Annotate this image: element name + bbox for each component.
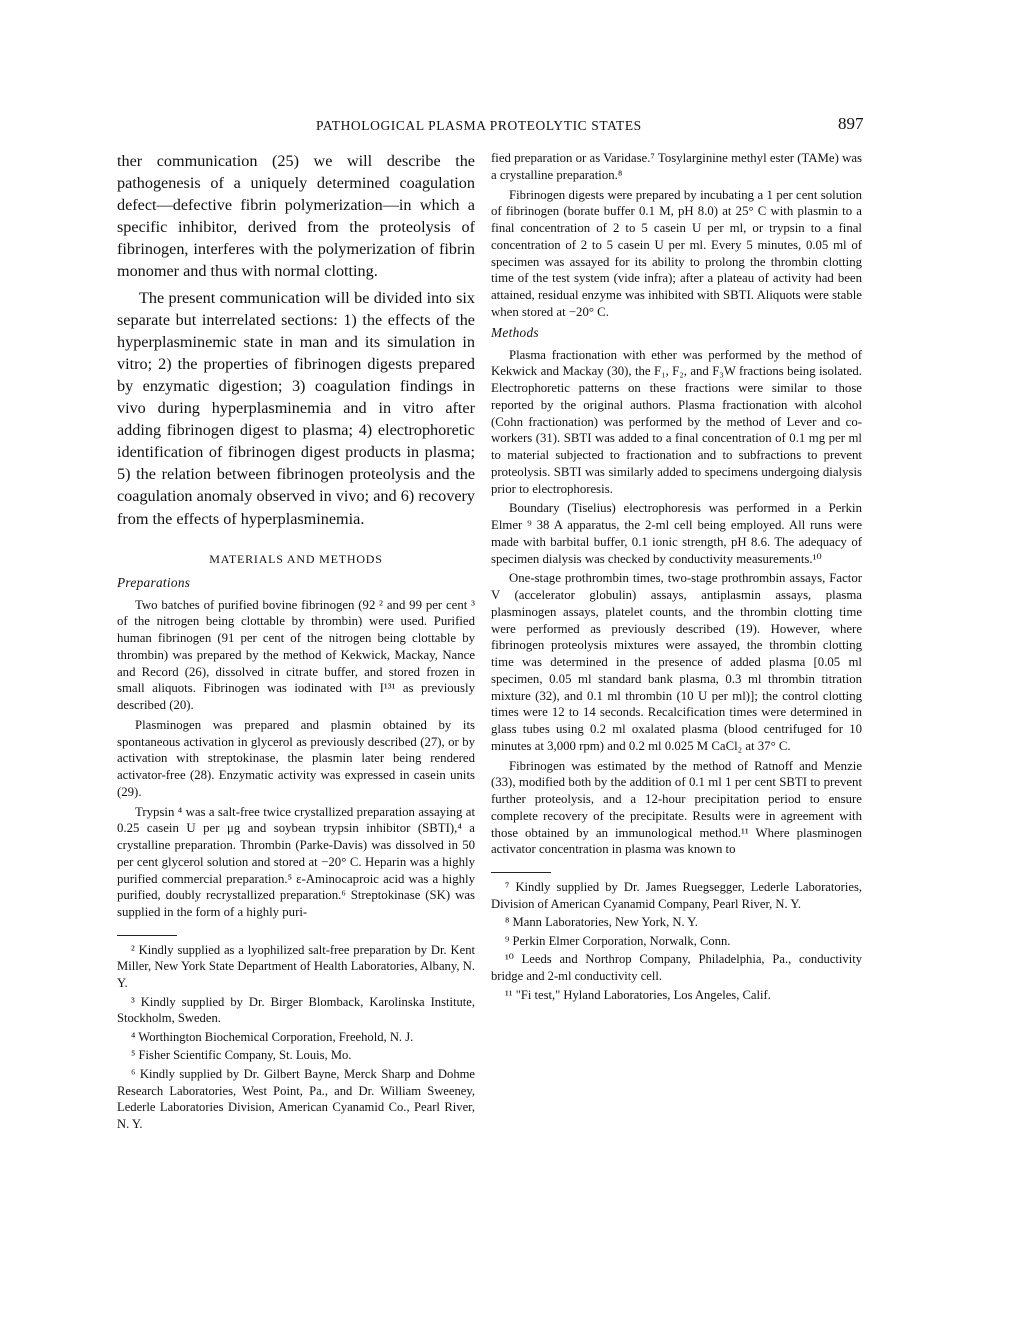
- footnote: ² Kindly supplied as a lyophilized salt-free preparation by Dr. Kent Miller, New York State Department of Health Laboratories, Albany, N. Y.: [117, 942, 475, 991]
- paragraph: Plasminogen was prepared and plasmin obtained by its spontaneous activation in glycerol as previously described (27), or by activation with streptokinase, the plasmin later being rendered activator-free (28). Enzymatic activity was expressed in casein units (29).: [117, 717, 475, 799]
- footnote-divider: [117, 935, 177, 936]
- subheading-preparations: Preparations: [117, 574, 191, 590]
- paragraph: Two batches of purified bovine fibrinogen (92 ² and 99 per cent ³ of the nitrogen being clottable by thrombin) were used. Purified human fibrinogen (91 per cent of the nitrogen being clottable by thrombin) was prepared by the method of Kekwick, Mackay, Nance and Record (26), dissolved in citrate buffer, and stored frozen in small aliquots. Fibrinogen was iodinated with I¹³¹ as previously described (20).: [117, 597, 475, 713]
- footnote-divider: [491, 872, 551, 873]
- methods-text: [491, 347, 862, 859]
- footnote: ¹⁰ Leeds and Northrop Company, Philadelphia, Pa., conductivity bridge and 2-ml conductivity cell.: [491, 952, 862, 983]
- paragraph: Plasma fractionation with ether was performed by the method of Kekwick and Mackay (30), the F₁, F₂, and F₃W fractions being isolated. Electrophoretic patterns on these fractions were similar to those reported by the original authors. Plasma fractionation with alcohol (Cohn fractionation) was performed by the method of Lever and co-workers (31). SBTI was added to a final concentration of 0.1 mg per ml to material subjected to fractionation and to subfractions to prevent proteolysis. SBTI was similarly added to specimens undergoing dialysis prior to electrophoresis.: [491, 347, 862, 496]
- footnote: ³ Kindly supplied by Dr. Birger Blomback, Karolinska Institute, Stockholm, Sweden.: [117, 994, 475, 1026]
- footnote: ⁷ Kindly supplied by Dr. James Ruegsegger, Lederle Laboratories, Division of American Cyanamid Company, Pearl River, N. Y.: [491, 880, 862, 911]
- footnote: ⁴ Worthington Biochemical Corporation, Freehold, N. J.: [131, 1029, 414, 1044]
- paragraph: Fibrinogen was estimated by the method of Ratnoff and Menzie (33), modified both by the addition of 0.1 ml 1 per cent SBTI to prevent further proteolysis, and a 12-hour precipitation period to ensure complete recovery of the precipitate. Results were in agreement with those obtained by an immunological method.¹¹ Where plasminogen activator concentration in plasma was known to: [491, 758, 862, 857]
- section-heading: MATERIALS AND METHODS: [209, 551, 383, 566]
- paragraph: Trypsin ⁴ was a salt-free twice crystallized preparation assaying at 0.25 casein U per μg and soybean trypsin inhibitor (SBTI),⁴ a crystalline preparation. Thrombin (Parke-Davis) was dissolved in 50 per cent glycerol solution and stored at −20° C. Heparin was a highly purified commercial preparation.⁵ ε-Aminocaproic acid was a highly purified, doubly recrystallized preparation.⁶ Streptokinase (SK) was supplied in the form of a highly puri-: [117, 804, 475, 920]
- footnote: ⁸ Mann Laboratories, New York, N. Y.: [505, 915, 698, 930]
- running-title: PATHOLOGICAL PLASMA PROTEOLYTIC STATES: [316, 118, 642, 133]
- paragraph: ther communication (25) we will describe the pathogenesis of a uniquely determined coagulation defect—defective fibrin polymerization—in which a specific inhibitor, derived from the proteolysis of fibrinogen, interferes with the polymerization of fibrin monomer and thus with normal clotting.: [117, 152, 475, 281]
- paragraph: The present communication will be divided into six separate but interrelated sections: 1) the effects of the hyperplasminemic state in man and its simulation in vitro; 2) the properties of fibrinogen digests prepared by enzymatic digestion; 3) coagulation findings in vivo during hyperplasminemia and in vitro after adding fibrinogen digest to plasma; 4) electrophoretic identification of fibrinogen digest products in plasma; 5) the relation between fibrinogen proteolysis and the coagulation anomaly observed in vivo; and 6) recovery from the effects of hyperplasminemia.: [117, 288, 475, 528]
- footnote: ¹¹ "Fi test," Hyland Laboratories, Los Angeles, Calif.: [505, 987, 771, 1002]
- subheading-methods: Methods: [491, 324, 539, 340]
- footnote: ⁹ Perkin Elmer Corporation, Norwalk, Conn.: [505, 933, 731, 948]
- paragraph: Fibrinogen digests were prepared by incubating a 1 per cent solution of fibrinogen (borate buffer 0.1 M, pH 8.0) at 25° C with plasmin to a final concentration of 2 to 5 casein U per ml, or trypsin to a final concentration of 2 to 5 casein U per ml. Every 5 minutes, 0.05 ml of specimen was assayed for its ability to prolong the thrombin clotting time of the test system (vide infra); after a plateau of activity had been attained, residual enzyme was inhibited with SBTI. Aliquots were stable when stored at −20° C.: [491, 187, 862, 319]
- paragraph: fied preparation or as Varidase.⁷ Tosylarginine methyl ester (TAMe) was a crystalline preparation.⁸: [491, 151, 862, 182]
- left-column: [117, 150, 475, 1134]
- paragraph: One-stage prothrombin times, two-stage prothrombin assays, Factor V (accelerator globulin) assays, antiplasmin assays, plasma plasminogen assays, platelet counts, and the thrombin clotting time were performed as previously described (19). However, where fibrinogen proteolysis mixtures were assayed, the thrombin clotting time was determined in the presence of added plasma [0.05 ml specimen, 0.05 ml standard bank plasma, 0.3 ml thrombin titration mixture (32), and 0.1 ml thrombin (10 U per ml)]; the control clotting times were 12 to 14 seconds. Recalcification times were determined in glass tubes using 0.2 ml oxalated plasma (blood centrifuged for 10 minutes at 3,000 rpm) and 0.2 ml 0.025 M CaCl₂ at 37° C.: [491, 571, 862, 753]
- preparations-continued: [491, 150, 862, 321]
- right-column: [491, 150, 862, 1005]
- page-number: 897: [838, 114, 864, 133]
- footnote: ⁶ Kindly supplied by Dr. Gilbert Bayne, Merck Sharp and Dohme Research Laboratories, West Point, Pa., and Dr. William Sweeney, Lederle Laboratories Division, American Cyanamid Co., Pearl River, N. Y.: [117, 1067, 475, 1131]
- footnotes-right: [491, 879, 862, 1003]
- intro-text: [117, 150, 475, 530]
- preparations-text: [117, 597, 475, 921]
- footnote: ⁵ Fisher Scientific Company, St. Louis, Mo.: [131, 1048, 352, 1063]
- footnotes-left: [117, 942, 475, 1133]
- paragraph: Boundary (Tiselius) electrophoresis was performed in a Perkin Elmer ⁹ 38 A apparatus, the 2-ml cell being employed. All runs were made with barbital buffer, 0.1 ionic strength, pH 8.6. The adequacy of specimen dialysis was checked by conductivity measurements.¹⁰: [491, 501, 862, 566]
